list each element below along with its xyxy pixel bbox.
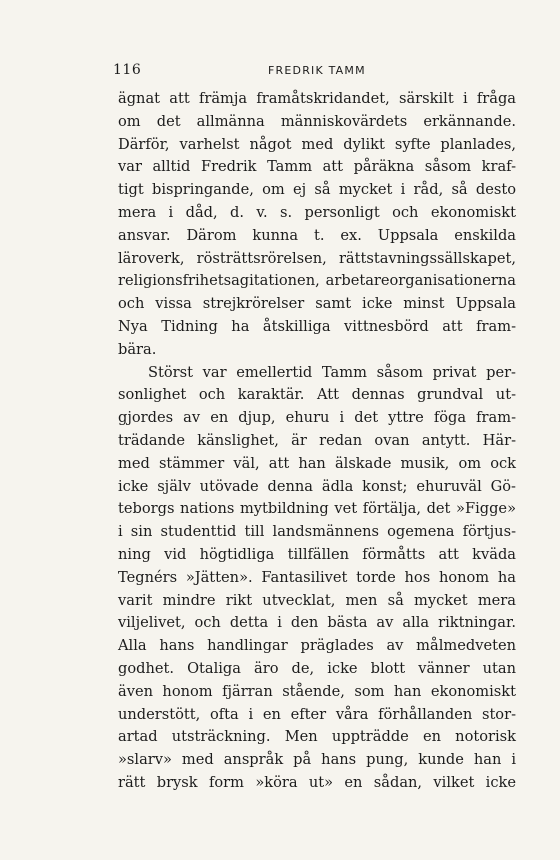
text-line: artad utsträckning. Men uppträdde en notorisk — [118, 728, 516, 746]
text-line: trädande känslighet, är redan ovan antytt. Här- — [118, 431, 516, 449]
text-line: sonlighet och karaktär. Att dennas grundval ut- — [118, 386, 516, 404]
text-line: godhet. Otaliga äro de, icke blott vänner utan — [118, 659, 516, 677]
text-line: »slarv» med anspråk på hans pung, kunde han i — [118, 751, 516, 769]
text-line: Tegnérs »Jätten». Fantasilivet torde hos honom ha — [118, 568, 516, 586]
text-line: teborgs nations mytbildning vet förtälja, det »Figge» — [118, 500, 516, 518]
running-head: FREDRIK TAMM — [268, 64, 366, 77]
text-line: rätt brysk form »köra ut» en sådan, vilket icke — [118, 773, 516, 791]
text-line: läroverk, rösträttsrörelsen, rättstavningssällskapet, — [118, 249, 516, 267]
text-line: understött, ofta i en efter våra förhållanden stor- — [118, 705, 516, 723]
text-line: gjordes av en djup, ehuru i det yttre föga fram- — [118, 409, 516, 427]
text-line: och vissa strejkrörelser samt icke minst Uppsala — [118, 295, 516, 313]
text-line: icke själv utövade denna ädla konst; ehuruväl Gö- — [118, 477, 516, 495]
text-line: ägnat att främja framåtskridandet, särskilt i fråga — [118, 90, 516, 107]
text-line: om det allmänna människovärdets erkännande. — [118, 112, 516, 130]
paragraph-first-line: Störst var emellertid Tamm såsom privat per- — [148, 363, 516, 381]
text-line: i sin studenttid till landsmännens ogemena förtjus- — [118, 523, 516, 541]
text-line: med stämmer väl, att han älskade musik, om ock — [118, 454, 516, 472]
text-line: viljelivet, och detta i den bästa av alla riktningar. — [118, 614, 516, 632]
text-line: bära. — [118, 340, 157, 358]
text-line: var alltid Fredrik Tamm att påräkna såsom kraf- — [118, 158, 516, 176]
page-header — [113, 62, 514, 82]
text-line: mera i dåd, d. v. s. personligt och ekonomiskt — [118, 203, 516, 221]
text-line: ning vid högtidliga tillfällen förmåtts att kväda — [118, 545, 516, 563]
body-text — [118, 88, 516, 795]
text-line: även honom fjärran stående, som han ekonomiskt — [118, 682, 516, 700]
text-line: Därför, varhelst något med dylikt syfte planlades, — [118, 135, 516, 153]
page-number: 116 — [113, 62, 142, 78]
text-line: Nya Tidning ha åtskilliga vittnesbörd att fram- — [118, 317, 516, 335]
text-line: varit mindre rikt utvecklat, men så mycket mera — [118, 591, 516, 609]
text-line: Alla hans handlingar präglades av målmedveten — [118, 637, 516, 655]
text-line: ansvar. Därom kunna t. ex. Uppsala enskilda — [118, 226, 516, 244]
text-line: tigt bispringande, om ej så mycket i råd, så desto — [118, 181, 516, 199]
text-line: religionsfrihetsagitationen, arbetareorganisationerna — [118, 272, 516, 290]
